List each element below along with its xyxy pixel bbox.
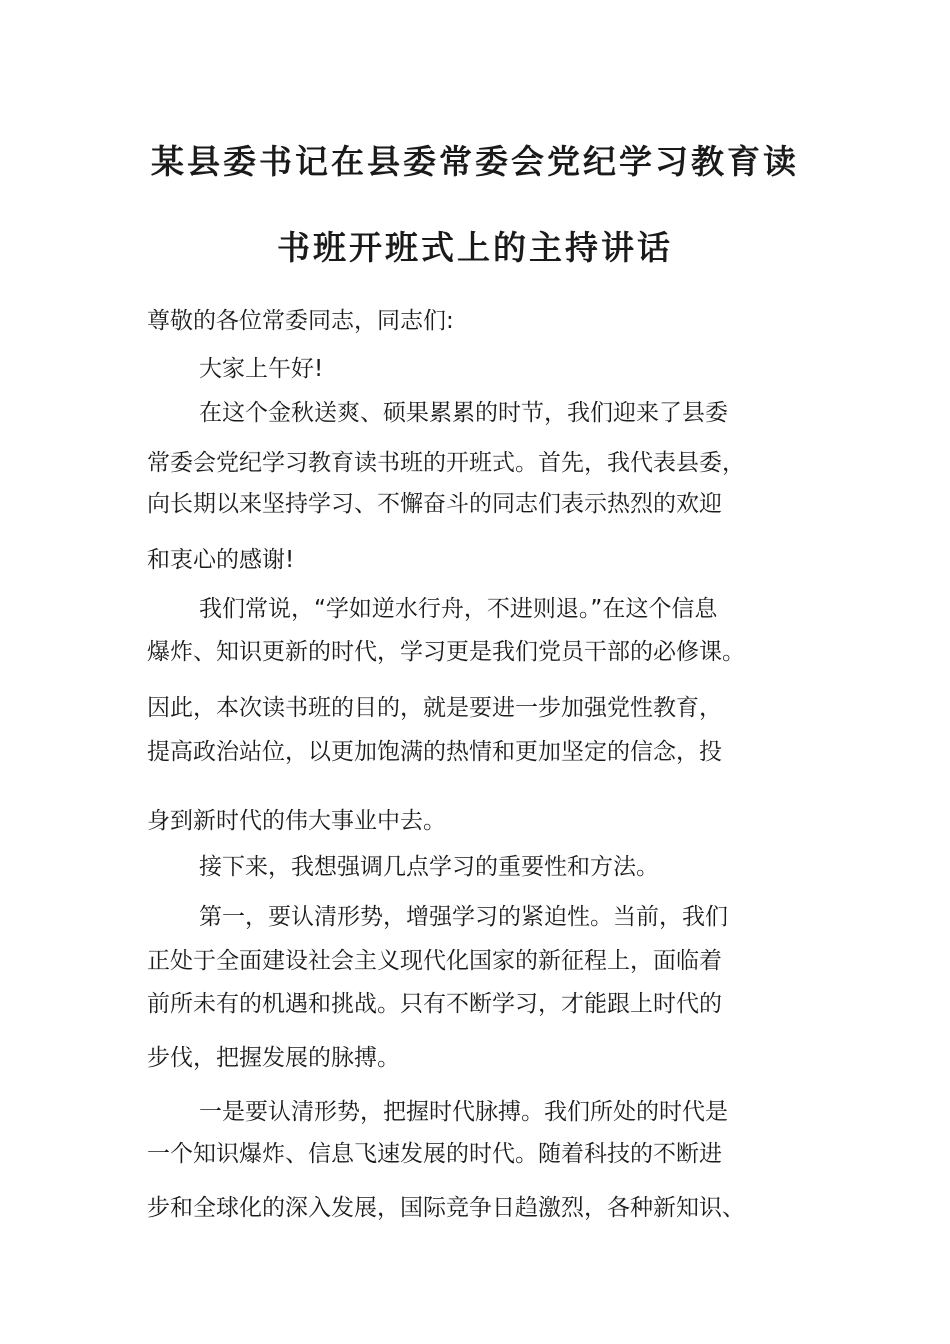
paragraph-line: 正处于全面建设社会主义现代化国家的新征程上，面临着 [147, 948, 722, 974]
paragraph-line: 因此，本次读书班的目的，就是要进一步加强党性教育， [147, 695, 722, 721]
paragraph-line: 步伐，把握发展的脉搏。 [147, 1045, 400, 1071]
paragraph-line: 在这个金秋送爽、硕果累累的时节，我们迎来了县委 [199, 400, 728, 426]
paragraph-line: 提高政治站位，以更加饱满的热情和更加坚定的信念，投 [147, 739, 722, 765]
paragraph-line: 向长期以来坚持学习、不懈奋斗的同志们表示热烈的欢迎 [147, 491, 722, 517]
paragraph-line: 身到新时代的伟大事业中去。 [147, 808, 446, 834]
paragraph-line: 我们常说，“学如逆水行舟，不进则退。”在这个信息 [199, 596, 718, 622]
paragraph-line: 第一，要认清形势，增强学习的紧迫性。当前，我们 [199, 904, 728, 930]
paragraph-line: 和衷心的感谢! [147, 547, 295, 573]
salutation: 尊敬的各位常委同志，同志们: [147, 308, 454, 334]
paragraph-line: 一个知识爆炸、信息飞速发展的时代。随着科技的不断进 [147, 1141, 722, 1167]
greeting: 大家上午好! [199, 356, 324, 382]
paragraph-line: 爆炸、知识更新的时代，学习更是我们党员干部的必修课。 [147, 639, 745, 665]
paragraph-line: 步和全球化的深入发展，国际竞争日趋激烈，各种新知识、 [147, 1195, 745, 1221]
paragraph-line: 接下来，我想强调几点学习的重要性和方法。 [199, 854, 659, 880]
document-title-line-1: 某县委书记在县委常委会党纪学习教育读 [151, 142, 799, 181]
paragraph-line: 一是要认清形势，把握时代脉搏。我们所处的时代是 [199, 1099, 728, 1125]
document-title-line-2: 书班开班式上的主持讲话 [277, 228, 673, 267]
paragraph-line: 常委会党纪学习教育读书班的开班式。首先，我代表县委， [147, 450, 745, 476]
paragraph-line: 前所未有的机遇和挑战。只有不断学习，才能跟上时代的 [147, 991, 722, 1017]
